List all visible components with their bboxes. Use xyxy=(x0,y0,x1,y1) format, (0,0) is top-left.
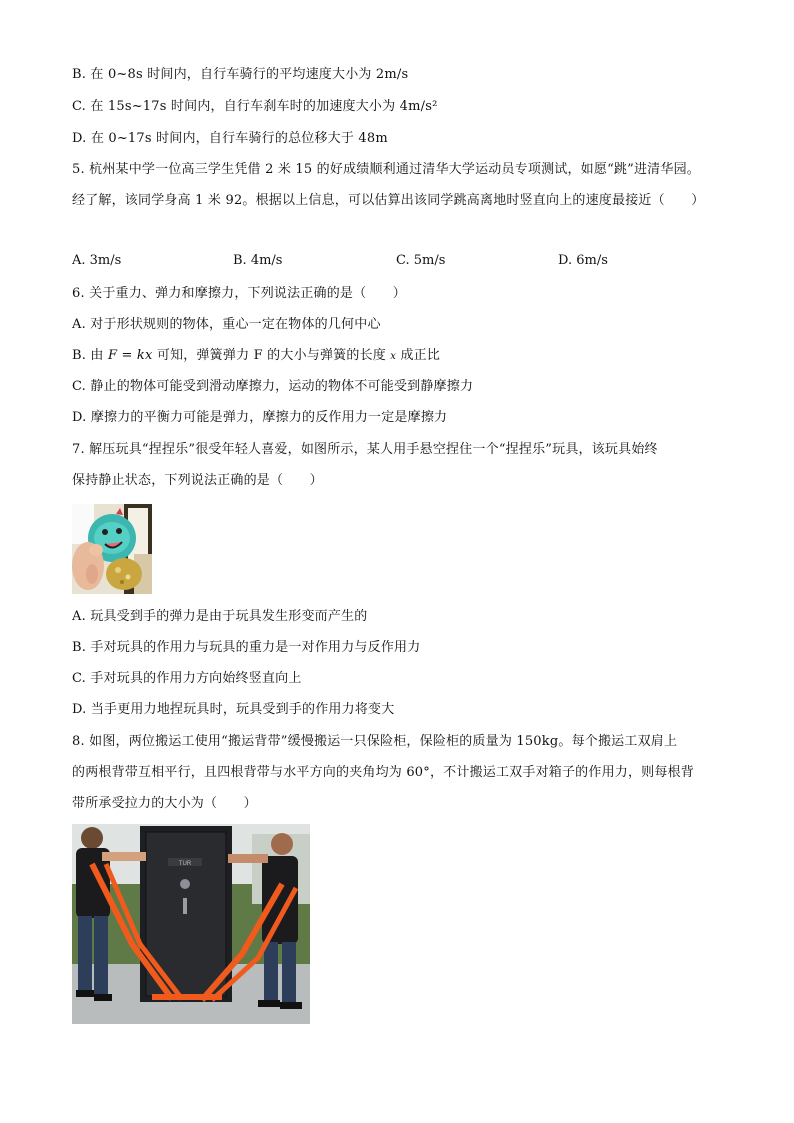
safe-movers-photo xyxy=(72,824,310,1024)
q6-formula: F = kx xyxy=(107,348,153,363)
q5-option-b: B. 4m/s xyxy=(233,253,283,268)
q6-option-b xyxy=(72,347,440,366)
q7-option-a: A. 玩具受到手的弹力是由于玩具发生形变而产生的 xyxy=(72,609,368,624)
q7-option-c: C. 手对玩具的作用力方向始终竖直向上 xyxy=(72,671,302,686)
q7-stem-line1: 7. 解压玩具“捏捏乐”很受年轻人喜爱，如图所示，某人用手悬空捏住一个“捏捏乐”玩具，该玩具始终 xyxy=(72,442,658,457)
q8-stem-line1: 8. 如图，两位搬运工使用“搬运背带”缓慢搬运一只保险柜，保险柜的质量为 150kg。每个搬运工双肩上 xyxy=(72,734,678,749)
q7-option-b: B. 手对玩具的作用力与玩具的重力是一对作用力与反作用力 xyxy=(72,640,421,655)
q4-option-c: C. 在 15s~17s 时间内，自行车刹车时的加速度大小为 4m/s² xyxy=(72,99,438,114)
q7-option-d: D. 当手更用力地捏玩具时，玩具受到手的作用力将变大 xyxy=(72,702,395,717)
q8-stem-line3: 带所承受拉力的大小为（ ） xyxy=(72,796,257,811)
q4-option-b: B. 在 0~8s 时间内，自行车骑行的平均速度大小为 2m/s xyxy=(72,67,409,82)
squeeze-toy-illustration xyxy=(72,504,152,594)
q7-stem-line2: 保持静止状态，下列说法正确的是（ ） xyxy=(72,473,323,488)
q6-stem: 6. 关于重力、弹力和摩擦力，下列说法正确的是（ ） xyxy=(72,286,406,301)
q5-option-a: A. 3m/s xyxy=(72,253,122,268)
q6-option-c: C. 静止的物体可能受到滑动摩擦力，运动的物体不可能受到静摩擦力 xyxy=(72,379,474,394)
q5-stem-line1: 5. 杭州某中学一位高三学生凭借 2 米 15 的好成绩顺利通过清华大学运动员专项测试，如愿“跳”进清华园。 xyxy=(72,162,700,177)
q6-option-d: D. 摩擦力的平衡力可能是弹力，摩擦力的反作用力一定是摩擦力 xyxy=(72,410,448,425)
q6-option-b-prefix: B. 由 xyxy=(72,348,108,363)
safe-label: TUR xyxy=(178,861,192,867)
q5-option-c: C. 5m/s xyxy=(396,253,446,268)
q6-option-b-mid: 可知，弹簧弹力 F 的大小与弹簧的长度 xyxy=(152,348,391,363)
q5-options xyxy=(72,253,712,273)
q6-variable-x: x xyxy=(390,351,397,362)
q4-option-d: D. 在 0~17s 时间内，自行车骑行的总位移大于 48m xyxy=(72,131,388,146)
q6-option-a: A. 对于形状规则的物体，重心一定在物体的几何中心 xyxy=(72,317,381,332)
q5-option-d: D. 6m/s xyxy=(558,253,608,268)
squeeze-toy-photo xyxy=(72,504,152,594)
q8-stem-line2: 的两根背带互相平行，且四根背带与水平方向的夹角均为 60°，不计搬运工双手对箱子的作用力，则每根背 xyxy=(72,765,694,780)
q5-stem-line2: 经了解，该同学身高 1 米 92。根据以上信息，可以估算出该同学跳高离地时竖直向上的速度最接近（ ） xyxy=(72,193,705,208)
q6-option-b-suffix: 成正比 xyxy=(396,348,441,363)
safe-movers-illustration xyxy=(72,824,310,1024)
